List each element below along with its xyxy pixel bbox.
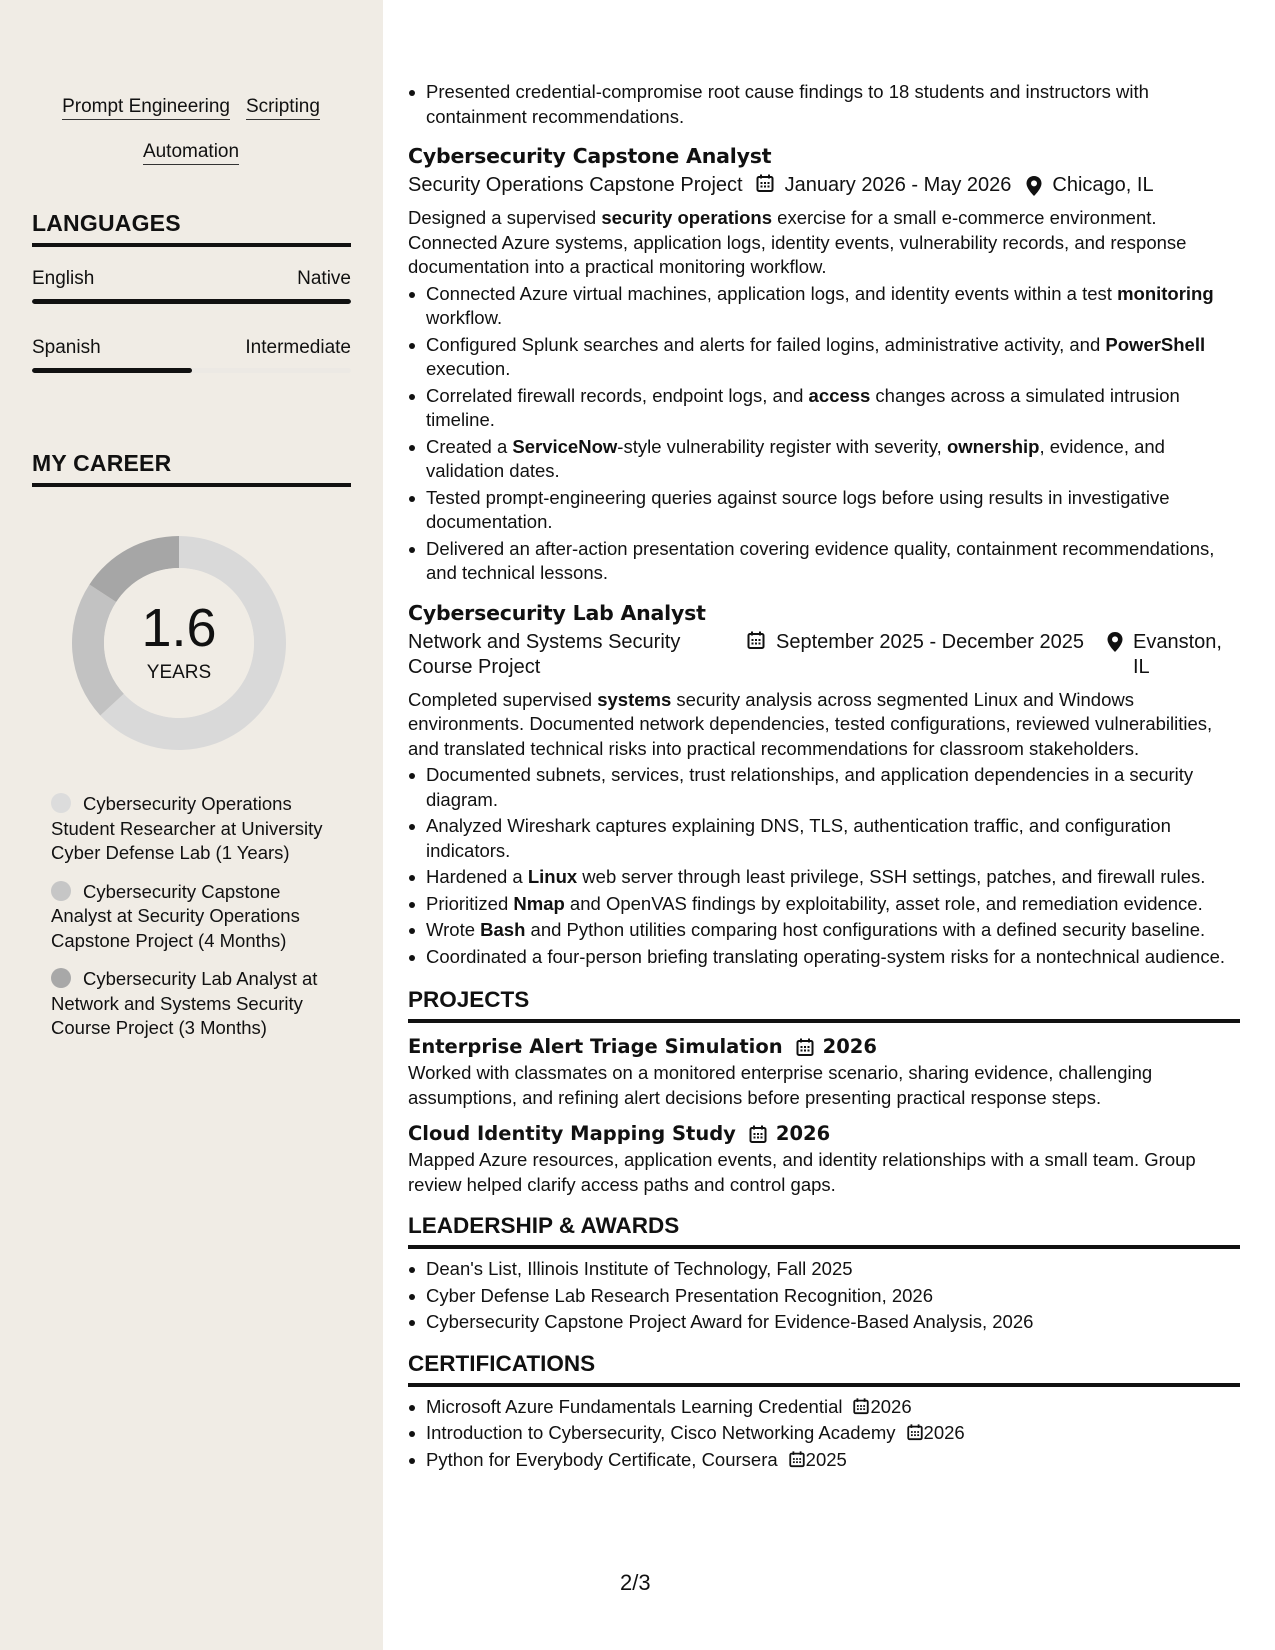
sidebar [0, 0, 383, 1650]
skill-tag: Scripting [246, 95, 320, 120]
career-legend-item [51, 792, 341, 866]
highlight-text: PowerShell [1105, 333, 1206, 355]
text-span: Prioritized [426, 892, 514, 914]
project-title [408, 1120, 1240, 1148]
skill-tag: Prompt Engineering [62, 95, 230, 120]
job-dates-text: September 2025 - December 2025 [776, 630, 1084, 653]
highlight-text: systems [597, 688, 672, 710]
certifications-heading: CERTIFICATIONS [408, 1349, 1240, 1387]
calendar-icon [906, 1423, 924, 1441]
job-organization: Network and Systems Security Course Project [408, 630, 681, 678]
awards-heading: LEADERSHIP & AWARDS [408, 1211, 1240, 1249]
job-entry [408, 141, 1240, 586]
career-legend [51, 792, 341, 1055]
award-item: Cyber Defense Lab Research Presentation Recognition, 2026 [408, 1284, 1240, 1309]
job-bullets [408, 763, 1240, 969]
job-meta [408, 630, 1240, 680]
bullet-item [408, 282, 1240, 331]
calendar-icon [755, 173, 775, 193]
highlight-text: Bash [480, 919, 526, 940]
job-title: Cybersecurity Capstone Analyst [408, 144, 772, 168]
text-span: security analysis across segmented Linux and Windows environments. Documented network dependencies, tested configurations, reviewed vulnerabilities, and translated technical risks into practical recommendations for classroom stakeholders. [408, 688, 1213, 759]
text-span: and OpenVAS findings by exploitability, asset role, and remediation evidence. [564, 892, 1203, 914]
highlight-text: ServiceNow [512, 435, 618, 457]
job-dates-text: January 2026 - May 2026 [784, 174, 1012, 196]
career-total-value: 1.6 [141, 598, 217, 658]
project-entry [408, 1120, 1240, 1197]
text-span: Completed supervised [408, 688, 598, 710]
projects-heading: PROJECTS [408, 985, 1240, 1023]
text-span: Analyzed Wireshark captures explaining DNS, TLS, authentication traffic, and configuration indicators. [426, 815, 1171, 861]
calendar-icon [748, 1124, 768, 1144]
highlight-text: ownership [946, 435, 1040, 457]
legend-dot-icon [51, 881, 71, 901]
text-span: Documented subnets, services, trust relationships, and application dependencies in a security diagram. [426, 764, 1194, 810]
certification-name: Introduction to Cybersecurity, Cisco Networking Academy [426, 1422, 896, 1443]
text-span: Correlated firewall records, endpoint logs, and [426, 384, 809, 406]
language-level: Intermediate [245, 337, 351, 358]
highlight-text: Linux [527, 866, 578, 887]
highlight-text: access [808, 384, 871, 406]
bullet-item [408, 814, 1240, 863]
text-span: Configured Splunk searches and alerts for failed logins, administrative activity, and [426, 333, 1106, 355]
text-span: Delivered an after-action presentation covering evidence quality, containment recommendations, and technical lessons. [426, 537, 1215, 583]
page-number: 2/3 [620, 1570, 651, 1595]
language-bar-fill [32, 299, 351, 304]
text-span: Connected Azure virtual machines, application logs, and identity events within a test [426, 282, 1118, 304]
job-title: Cybersecurity Lab Analyst [408, 600, 706, 625]
career-legend-text: Cybersecurity Capstone Analyst at Security Operations Capstone Project (4 Months) [51, 880, 300, 951]
certification-year: 2025 [805, 1448, 847, 1470]
bullet-item [408, 435, 1240, 484]
bullet-item [408, 537, 1240, 586]
project-title-text: Enterprise Alert Triage Simulation [408, 1035, 783, 1058]
career-heading: MY CAREER [32, 450, 351, 487]
career-legend-item [51, 880, 341, 954]
certifications-list [408, 1395, 1240, 1473]
text-span: Hardened a [426, 866, 528, 887]
job-bullets [408, 282, 1240, 586]
certification-item [408, 1395, 1240, 1420]
language-bar-fill [32, 368, 192, 373]
bullet-item [408, 945, 1240, 970]
location-pin-icon [1025, 175, 1043, 197]
language-row [32, 268, 351, 290]
job-entry [408, 598, 1240, 970]
bullet-item [408, 892, 1240, 917]
job-description [408, 206, 1240, 280]
experience-list [408, 141, 1240, 969]
project-year: 2026 [775, 1122, 831, 1145]
text-span: Created a [426, 435, 513, 457]
highlight-text: security operations [601, 207, 773, 228]
languages-heading: LANGUAGES [32, 210, 351, 247]
bullet-item [408, 763, 1240, 812]
awards-list [408, 1257, 1240, 1335]
job-dates [755, 173, 1012, 198]
legend-dot-icon [51, 793, 71, 813]
projects-list [408, 1033, 1240, 1197]
career-donut-center [66, 530, 292, 756]
text-span: Wrote [426, 919, 481, 940]
main-content [408, 0, 1240, 1474]
skill-tags [32, 84, 350, 174]
job-dates [746, 630, 1096, 680]
project-title [408, 1033, 1240, 1061]
highlight-text: monitoring [1117, 282, 1214, 304]
bullet-item: Presented credential-compromise root cause findings to 18 students and instructors with containment recommendations. [408, 80, 1240, 129]
top-bullet-list [408, 80, 1240, 129]
language-bar [32, 299, 351, 304]
career-legend-item [51, 967, 341, 1041]
career-donut [66, 530, 292, 756]
certification-item [408, 1421, 1240, 1446]
skill-tag: Automation [143, 140, 239, 165]
text-span: exercise for a small e-commerce environment. Connected Azure systems, application logs, identity events, vulnerability records, and response documentation into a practical monitoring workflow. [408, 207, 1187, 277]
job-location-text: Evanston, IL [1133, 630, 1222, 678]
project-description: Worked with classmates on a monitored enterprise scenario, sharing evidence, challenging assumptions, and refining alert decisions before presenting practical response steps. [408, 1062, 1153, 1108]
calendar-icon [852, 1397, 870, 1415]
career-legend-text: Cybersecurity Operations Student Researcher at University Cyber Defense Lab (1 Years) [51, 793, 323, 863]
award-item: Dean's List, Illinois Institute of Technology, Fall 2025 [408, 1257, 1240, 1282]
certification-item [408, 1448, 1240, 1473]
certification-year: 2026 [870, 1395, 912, 1417]
bullet-item [408, 384, 1240, 433]
legend-dot-icon [51, 968, 71, 988]
job-description [408, 688, 1240, 762]
location-pin-icon [1106, 631, 1124, 653]
job-location [1025, 173, 1153, 198]
text-span: execution. [426, 358, 511, 379]
project-year: 2026 [822, 1035, 877, 1058]
text-span: Coordinated a four-person briefing translating operating-system risks for a nontechnical audience. [426, 945, 1226, 967]
text-span: Designed a supervised [408, 207, 602, 228]
language-name: English [32, 268, 95, 289]
award-item: Cybersecurity Capstone Project Award for Evidence-Based Analysis, 2026 [408, 1310, 1240, 1335]
language-bar [32, 368, 351, 373]
job-organization: Security Operations Capstone Project [408, 174, 743, 196]
project-entry [408, 1033, 1240, 1110]
text-span: workflow. [426, 307, 503, 328]
calendar-icon [788, 1450, 806, 1468]
certification-year: 2026 [923, 1422, 965, 1443]
career-legend-text: Cybersecurity Lab Analyst at Network and Systems Security Course Project (3 Months) [51, 968, 318, 1038]
text-span: , evidence, and validation dates. [426, 435, 1165, 481]
job-location-text: Chicago, IL [1052, 174, 1154, 196]
text-span: -style vulnerability register with severity, [617, 435, 947, 457]
bullet-item [408, 918, 1240, 943]
project-title-text: Cloud Identity Mapping Study [408, 1122, 736, 1145]
career-total-unit: YEARS [146, 662, 212, 683]
bullet-item [408, 486, 1240, 535]
job-meta [408, 173, 1240, 198]
certification-name: Python for Everybody Certificate, Coursera [426, 1448, 778, 1470]
highlight-text: Nmap [513, 892, 565, 914]
job-location [1106, 630, 1226, 680]
certification-name: Microsoft Azure Fundamentals Learning Credential [426, 1395, 843, 1417]
language-level: Native [297, 268, 351, 289]
calendar-icon [746, 630, 766, 650]
bullet-item [408, 333, 1240, 382]
bullet-item [408, 865, 1240, 890]
text-span: Tested prompt-engineering queries against source logs before using results in investigative documentation. [426, 486, 1170, 532]
calendar-icon [795, 1037, 815, 1057]
text-span: and Python utilities comparing host configurations with a defined security baseline. [525, 919, 1206, 940]
language-name: Spanish [32, 337, 101, 358]
project-description: Mapped Azure resources, application events, and identity relationships with a small team. Group review helped clarify access paths and control gaps. [408, 1149, 1196, 1195]
language-row [32, 337, 351, 359]
text-span: web server through least privilege, SSH settings, patches, and firewall rules. [577, 866, 1206, 887]
text-span: changes across a simulated intrusion timeline. [426, 384, 1180, 430]
